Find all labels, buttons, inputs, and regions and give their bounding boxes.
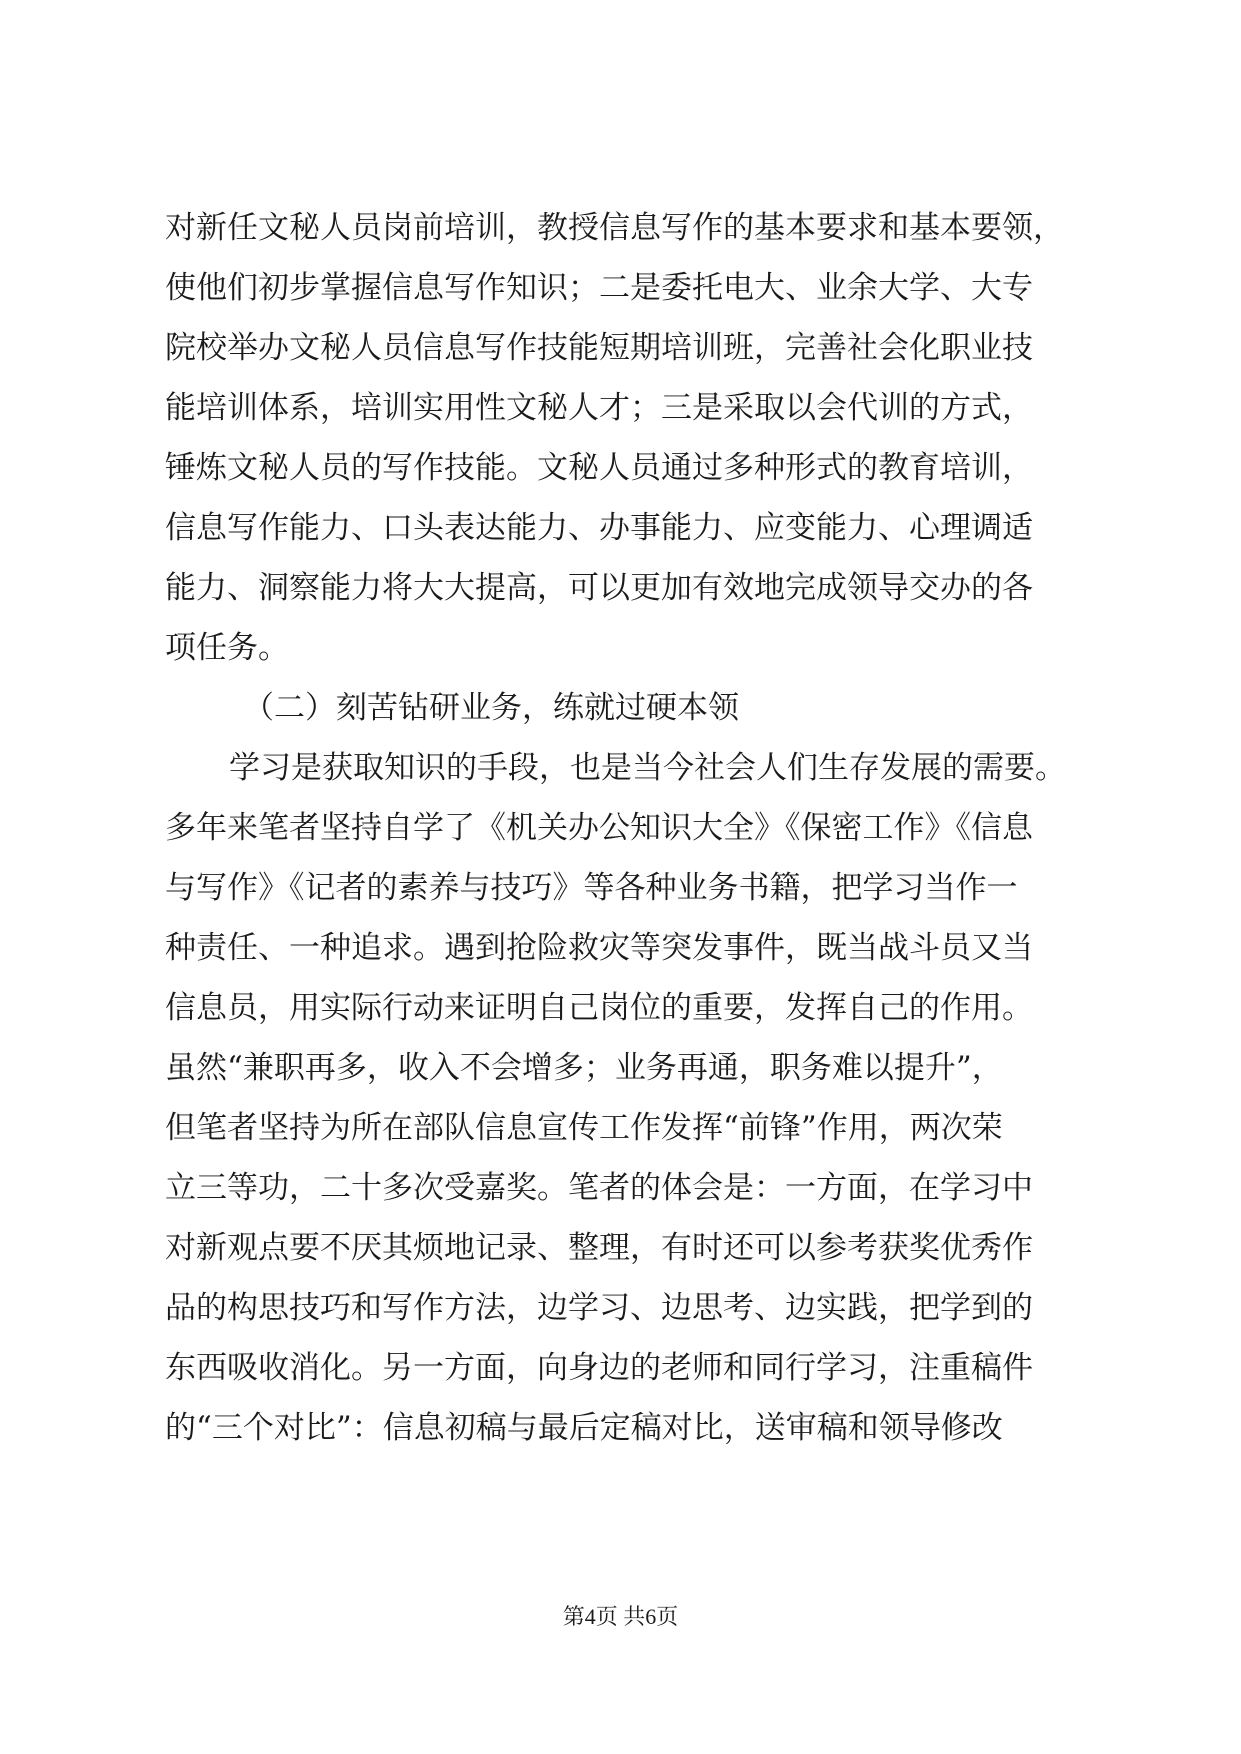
body-line: 能力、洞察能力将大大提高，可以更加有效地完成领导交办的各 [165, 570, 1033, 606]
section-heading: （二）刻苦钻研业务，练就过硬本领 [243, 690, 739, 726]
body-line: 院校举办文秘人员信息写作技能短期培训班，完善社会化职业技 [165, 330, 1033, 366]
body-line: 种责任、一种追求。遇到抢险救灾等突发事件，既当战斗员又当 [165, 930, 1033, 966]
body-line: 学习是获取知识的手段，也是当今社会人们生存发展的需要。 [229, 750, 1066, 786]
body-line: 立三等功，二十多次受嘉奖。笔者的体会是：一方面，在学习中 [165, 1170, 1033, 1206]
page-footer: 第4页 共6页 [562, 1604, 679, 1629]
body-line: 品的构思技巧和写作方法，边学习、边思考、边实践，把学到的 [165, 1290, 1033, 1326]
document-body [165, 198, 1125, 1458]
body-line: 与写作》《记者的素养与技巧》等各种业务书籍，把学习当作一 [165, 870, 1018, 906]
body-line: 对新任文秘人员岗前培训，教授信息写作的基本要求和基本要领， [165, 210, 1064, 246]
body-line: 对新观点要不厌其烦地记录、整理，有时还可以参考获奖优秀作 [165, 1230, 1033, 1266]
body-line: 信息写作能力、口头表达能力、办事能力、应变能力、心理调适 [165, 510, 1033, 546]
body-line: 使他们初步掌握信息写作知识；二是委托电大、业余大学、大专 [165, 270, 1033, 306]
body-line: 项任务。 [165, 630, 289, 666]
body-line: 的“三个对比”：信息初稿与最后定稿对比，送审稿和领导修改 [165, 1410, 1003, 1446]
body-line: 多年来笔者坚持自学了《机关办公知识大全》《保密工作》《信息 [165, 810, 1033, 846]
body-line: 信息员，用实际行动来证明自己岗位的重要，发挥自己的作用。 [165, 990, 1033, 1026]
body-line: 东西吸收消化。另一方面，向身边的老师和同行学习，注重稿件 [165, 1350, 1033, 1386]
body-line: 但笔者坚持为所在部队信息宣传工作发挥“前锋”作用，两次荣 [165, 1110, 1003, 1146]
body-line: 虽然“兼职再多，收入不会增多；业务再通，职务难以提升”， [165, 1050, 1003, 1086]
body-line: 锤炼文秘人员的写作技能。文秘人员通过多种形式的教育培训， [165, 450, 1033, 486]
body-line: 能培训体系，培训实用性文秘人才；三是采取以会代训的方式， [165, 390, 1033, 426]
